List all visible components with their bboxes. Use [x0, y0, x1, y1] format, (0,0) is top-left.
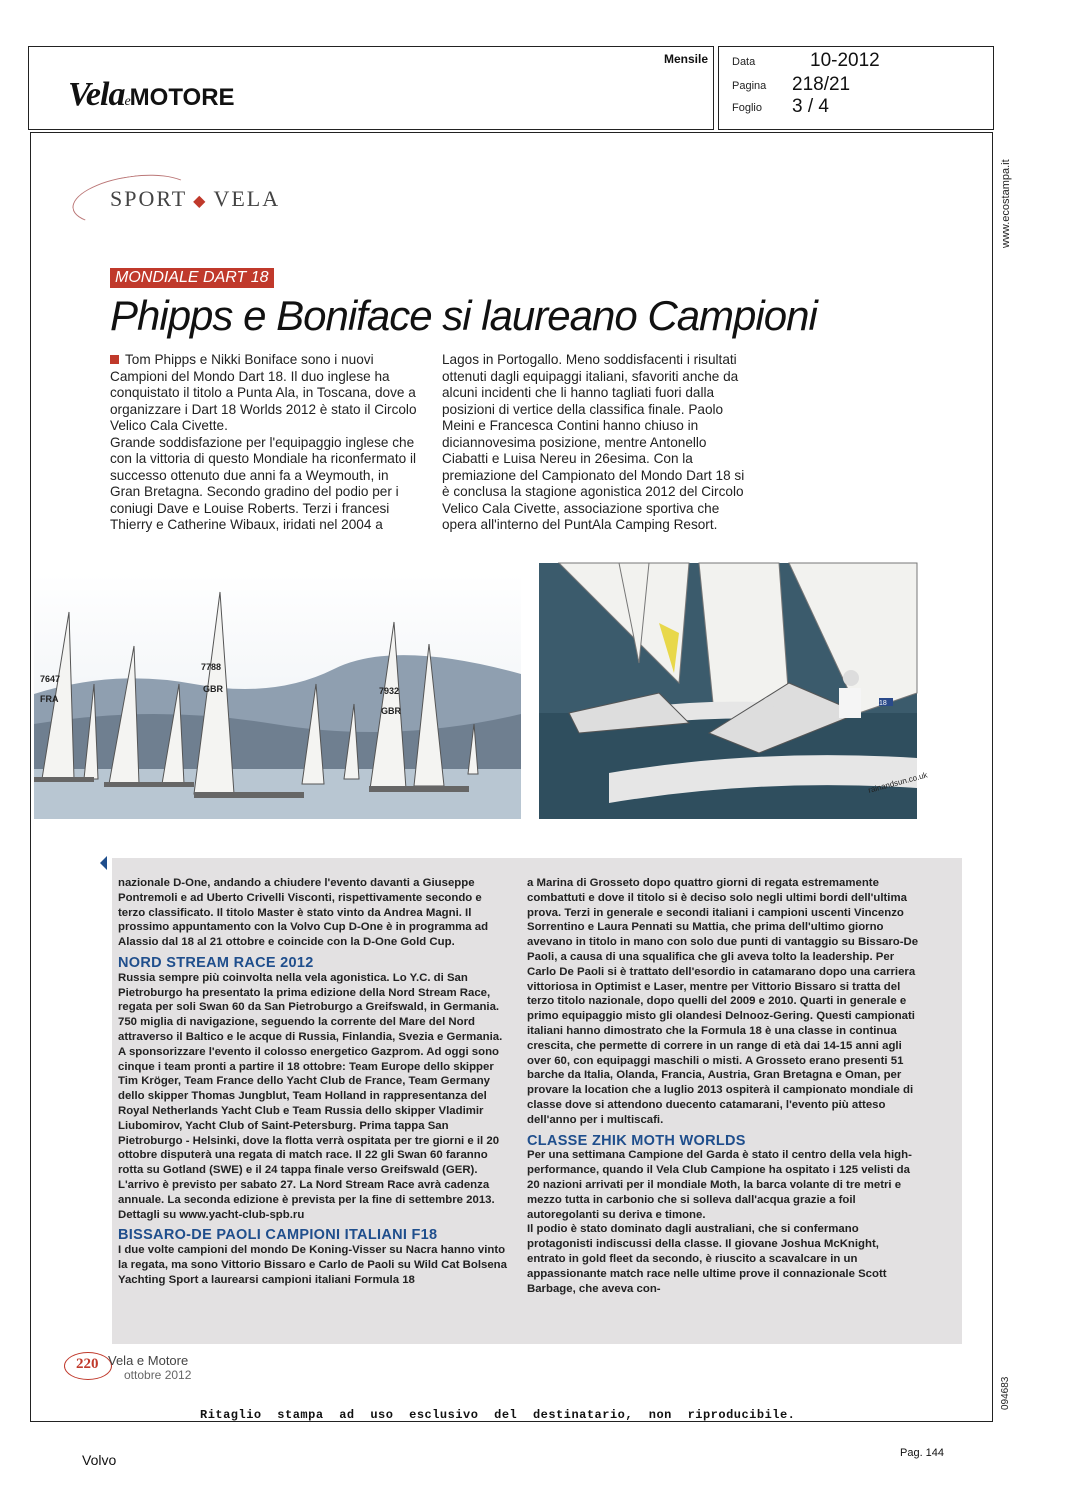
box-marker-icon: [100, 856, 107, 870]
sail-number-7932: 7932: [379, 686, 400, 696]
clip-code: 094683: [1000, 1376, 1011, 1410]
pagina-value: 218/21: [792, 74, 851, 95]
clipping-notice: Ritaglio stampa ad uso esclusivo del destinatario, non riproducibile.: [200, 1408, 796, 1422]
source-url: www.ecostampa.it: [1000, 159, 1012, 248]
sail-number-7647: 7647: [40, 674, 61, 684]
heading-nord-stream: NORD STREAM RACE 2012: [118, 954, 314, 971]
article-column-1: Tom Phipps e Nikki Boniface sono i nuovi Campioni del Mondo Dart 18. Il duo inglese ha conquistato il titolo a Punta Ala, in Toscana, dove a organizzare i Dart 18 Worlds 2012 è stato il Circolo Velico Cala Civette. Grande soddisfazione per l'equipaggio inglese che con la vittoria di questo Mondiale ha riconfermato il successo ottenuto due anni fa a Weymouth, in Gran Bretagna. Secondo gradino del podio per i coniugi Dave e Louise Roberts. Terzi i francesi Thierry e Catherine Wibaux, iridati nel 2004 a: [110, 352, 417, 532]
box-column-right: a Marina di Grosseto dopo quattro giorni di regata estremamente combattuti e dove il titolo si è deciso solo negli ultimi bordi dell'ultima prova. Terzi in generale e secondi italiani i campioni uscenti Vincenzo Sorrentino e Laura Pennati su Mattia, che prima dell'ultimo giorno avevano in titolo in mano con solo due punti di vantaggio su Bissaro-De Paoli, a causa di una squalifica che gli aveva tolto la leadership. Per Carlo De Paoli si è trattato dell'esordio in catamarano dopo una carriera vittoriosa in Optimist e Laser, mentre per Vittorio Bissaro si tratta del terzo titolo nazionale, dopo quelli del 2009 e 2010. Quarti in generale e primo equipaggio misto gli olandesi Delnooz-Gering. Questi campionati italiani hanno dimostrato che la Formula 18 è una classe in continua crescita, che permette di correre in un range di età dai 14-15 anni agli over 60, con equipaggi maschili o misti. A Grosseto erano presenti 51 barche da Italia, Olanda, Francia, Austria, Gran Bretagna e Oman, per provare la location che a luglio 2013 ospiterà il campionato mondiale di classe dove si attendono duecento catamarani, l'evento più atteso dell'anno per i multiscafi. CLASSE ZHIK MOTH WORLDS Per una settimana Campione del Garda è stato il centro della vela high-performance, quando il Vela Club Campione ha ospitato i 125 velisti da 20 nazioni arrivati per il mondiale Moth, la barca volante di tre metri e mezzo tutta in carbonio che si solleva dall'acqua grazie a foil autoregolanti su deriva e timone. Il podio è stato dominato dagli australiani, che si confermano protagonisti indiscussi della classe. Il giovane Joshua McKnight, entrato in gold fleet da secondo, è riuscito a scavalcare in un appassionante match race nelle ultime prove il connazionale Scott Barbage, che aveva con-: [527, 877, 919, 1295]
box-column-left: nazionale D-One, andando a chiudere l'evento davanti a Giuseppe Pontremoli e ad Uberto Crivelli Visconti, rispettivamente secondo e terzo classificato. Il titolo Master è stato vinto da Andrea Magni. Il prossimo appuntamento con la Volvo Cup D-One è in programma ad Alassio dal 18 al 21 ottobre e coincide con la D-One Gold Cup. NORD STREAM RACE 2012 Russia sempre più coinvolta nella vela agonistica. Lo Y.C. di San Pietroburgo ha presentato la prima edizione della Nord Stream Race, regata per soli Swan 60 da San Pietroburgo a Greifswald, in Germania. 750 miglia di navigazione, seguendo la corrente del Mare del Nord attraverso il Baltico e le acque di Russia, Finlandia, Svezia e Germania. A sponsorizzare l'evento il colosso energetico Gazprom. Ad oggi sono cinque i team pronti a partire il 18 ottobre: Team Europe dello skipper Tim Kröger, Team France dello Yacht Club de France, Team Germany dello skipper Thomas Jungblut, Team Holland in rappresentanza del Royal Netherlands Yacht Club e Team Russia dello skipper Vladimir Liubomirov, Yacht Club of Saint-Petersburg. Prima tappa San Pietroburgo - Helsinki, dove la flotta verrà ospitata per tre giorni e il 20 ottobre disputerà una regata di match race. Il 22 gli Swan 60 faranno rotta su Gotland (SWE) e il 24 tappa finale verso Greifswald (GER). L'arrivo è previsto per sabato 27. La Nord Stream Race avrà cadenza annuale. La seconda edizione è prevista per la fine di settembre 2013. Dettagli su www.yacht-club-spb.ru BISSARO-DE PAOLI CAMPIONI ITALIANI F18 I due volte campioni del mondo De Koning-Visser su Nacra hanno vinto la regata, ma sono Vittorio Bissaro e Carlo de Paoli su Wild Cat Bolsena Yachting Sport a laurearsi campioni italiani Formula 18: [118, 876, 510, 1288]
diamond-icon: ◆: [193, 193, 208, 210]
data-value: 10-2012: [810, 50, 880, 71]
article-kicker: MONDIALE DART 18: [110, 268, 274, 288]
foglio-value: 3 / 4: [792, 96, 829, 117]
client-name: Volvo: [82, 1452, 117, 1468]
bullet-icon: [110, 355, 119, 364]
page-number: 220: [76, 1356, 99, 1372]
heading-bissaro: BISSARO-DE PAOLI CAMPIONI ITALIANI F18: [118, 1227, 438, 1244]
section-label: SPORT ◆ VELA: [110, 186, 281, 211]
footer-brand: Vela e Motore: [108, 1353, 189, 1368]
sail-country-fra: FRA: [40, 694, 59, 704]
foglio-label: Foglio: [732, 102, 762, 114]
periodicity: Mensile: [664, 52, 709, 66]
article-headline: Phipps e Boniface si laureano Campioni: [110, 292, 817, 339]
photo-dart-fleet: [34, 574, 521, 819]
article-column-2: Lagos in Portogallo. Meno soddisfacenti i risultati ottenuti dagli equipaggi italiani, sfavoriti anche da alcuni incidenti che li hanno tagliati fuori dalla posizioni di vertice della classifica finale. Paolo Meini e Francesca Contini hanno chiuso in diciannovesima posizione, mentre Antonello Ciabatti e Luisa Nereu in 26esima. Con la premiazione del Campionato del Mondo Dart 18 si è conclusa la stagione agonistica 2012 del Circolo Velico Cala Civette, associazione sportiva che opera all'interno del PuntAla Camping Resort.: [442, 352, 745, 532]
sail-country-gbr-1: GBR: [203, 684, 223, 694]
sail-class-label: 18: [879, 700, 887, 707]
clipping-page: Pag. 144: [900, 1447, 945, 1459]
data-label: Data: [732, 56, 756, 68]
heading-moth-worlds: CLASSE ZHIK MOTH WORLDS: [527, 1132, 746, 1149]
pagina-label: Pagina: [732, 80, 767, 92]
footer-issue: ottobre 2012: [124, 1368, 192, 1382]
sail-country-gbr-2: GBR: [381, 706, 401, 716]
magazine-logo: VelaeMOTORE: [68, 76, 235, 113]
sail-number-7788: 7788: [201, 662, 222, 672]
photo-catamaran-race: [539, 563, 929, 819]
hull-sponsor-text: rainandsun.co.uk: [867, 770, 929, 795]
